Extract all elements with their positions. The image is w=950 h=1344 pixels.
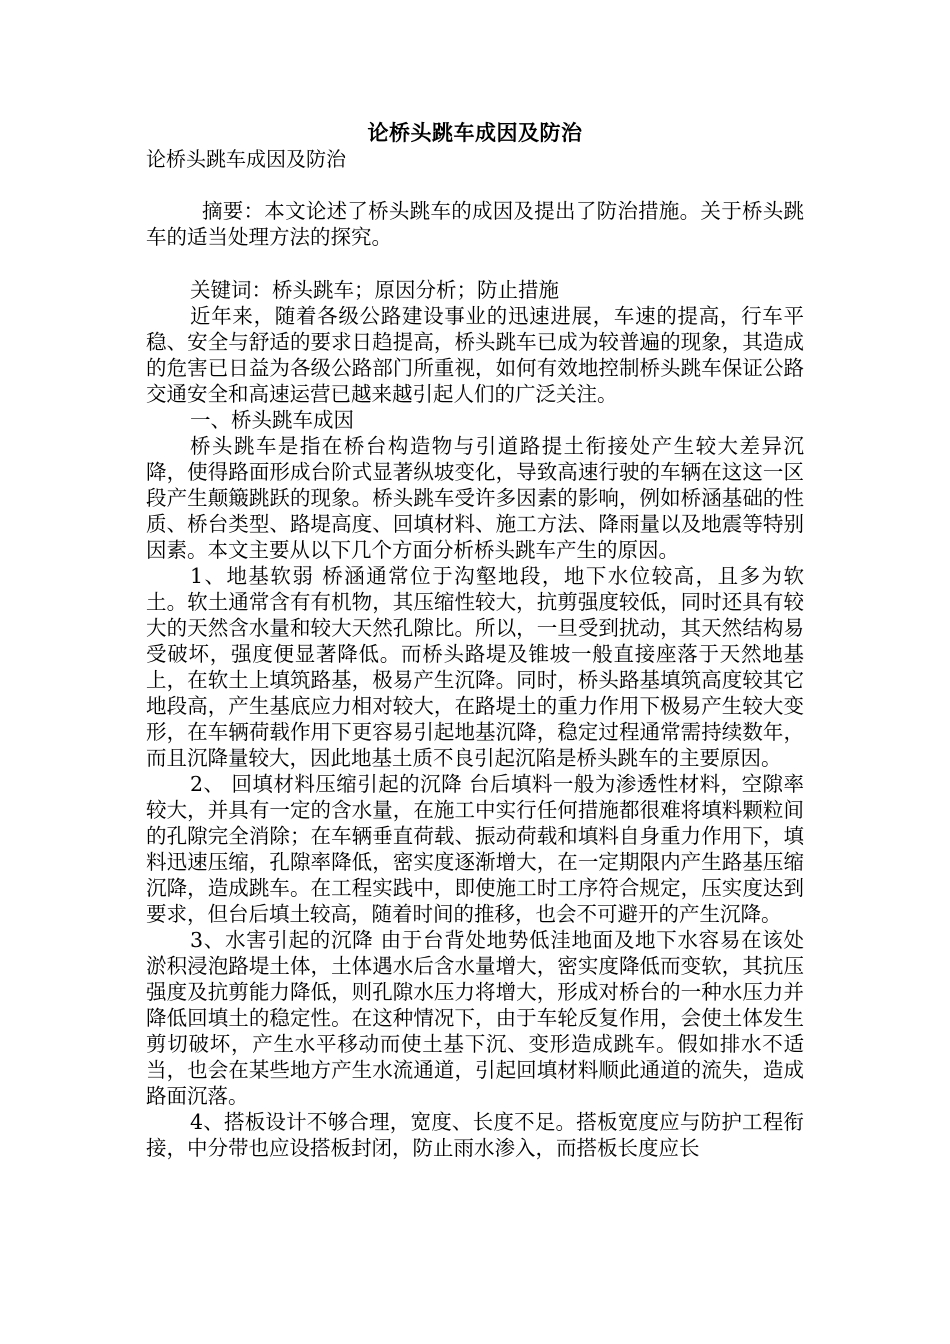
section-intro-paragraph: 桥头跳车是指在桥台构造物与引道路提土衔接处产生较大差异沉降，使得路面形成台阶式显著纵坡变化，导致高速行驶的车辆在这这一区段产生颠簸跳跃的现象。桥头跳车受许多因素的影响，例如桥涵基础的性质、桥台类型、路堤高度、回填材料、施工方法、降雨量以及地震等特别因素。本文主要从以下几个方面分析桥头跳车产生的原因。 xyxy=(146,434,804,562)
document-subtitle: 论桥头跳车成因及防治 xyxy=(146,147,346,171)
intro-paragraph: 近年来，随着各级公路建设事业的迅速进展，车速的提高，行车平稳、安全与舒适的要求日趋提高，桥头跳车已成为较普遍的现象，其造成的危害已日益为各级公路部门所重视，如何有效地控制桥头跳车保证公路交通安全和高速运营已越来越引起人们的广泛关注。 xyxy=(146,304,804,406)
cause-backfill-compression-paragraph: 2、 回填材料压缩引起的沉降 台后填料一般为渗透性材料，空隙率较大，并具有一定的含水量，在施工中实行任何措施都很难将填料颗粒间的孔隙完全消除；在车辆垂直荷载、振动荷载和填料自身重力作用下，填料迅速压缩，孔隙率降低，密实度逐渐增大，在一定期限内产生路基压缩沉降，造成跳车。在工程实践中，即使施工时工序符合规定，压实度达到要求，但台后填土较高，随着时间的推移，也会不可避开的产生沉降。 xyxy=(146,772,804,926)
cause-water-damage-paragraph: 3、水害引起的沉降 由于台背处地势低洼地面及地下水容易在该处淤积浸泡路堤土体，土体遇水后含水量增大，密实度降低而变软，其抗压强度及抗剪能力降低，则孔隙水压力将增大，形成对桥台的一种水压力并降低回填土的稳定性。在这种情况下，由于车轮反复作用，会使土体发生剪切破坏，产生水平移动而使土基下沉、变形造成跳车。假如排水不适当，也会在某些地方产生水流通道，引起回填材料顺此通道的流失，造成路面沉落。 xyxy=(146,928,804,1108)
keywords-line: 关键词：桥头跳车；原因分析；防止措施 xyxy=(190,278,559,302)
document-title: 论桥头跳车成因及防治 xyxy=(367,120,583,145)
document-page xyxy=(146,120,804,1161)
cause-approach-slab-paragraph: 4、搭板设计不够合理，宽度、长度不足。搭板宽度应与防护工程衔接，中分带也应设搭板封闭，防止雨水渗入，而搭板长度应长 xyxy=(146,1110,804,1160)
cause-weak-foundation-paragraph: 1、地基软弱 桥涵通常位于沟壑地段，地下水位较高，且多为软土。软土通常含有有机物，其压缩性较大，抗剪强度较低，同时还具有较大的天然含水量和较大天然孔隙比。所以，一旦受到扰动，其天然结构易受破坏，强度便显著降低。而桥头路堤及锥坡一般直接座落于天然地基上，在软土上填筑路基，极易产生沉降。同时，桥头路基填筑高度较其它地段高，产生基底应力相对较大，在路堤土的重力作用下极易产生较大变形，在车辆荷载作用下更容易引起地基沉降，稳定过程通常需持续数年，而且沉降量较大，因此地基土质不良引起沉陷是桥头跳车的主要原因。 xyxy=(146,564,804,770)
section-heading-causes: 一、桥头跳车成因 xyxy=(190,408,354,432)
abstract-paragraph: 摘要：本文论述了桥头跳车的成因及提出了防治措施。关于桥头跳车的适当处理方法的探究。 xyxy=(146,199,804,249)
